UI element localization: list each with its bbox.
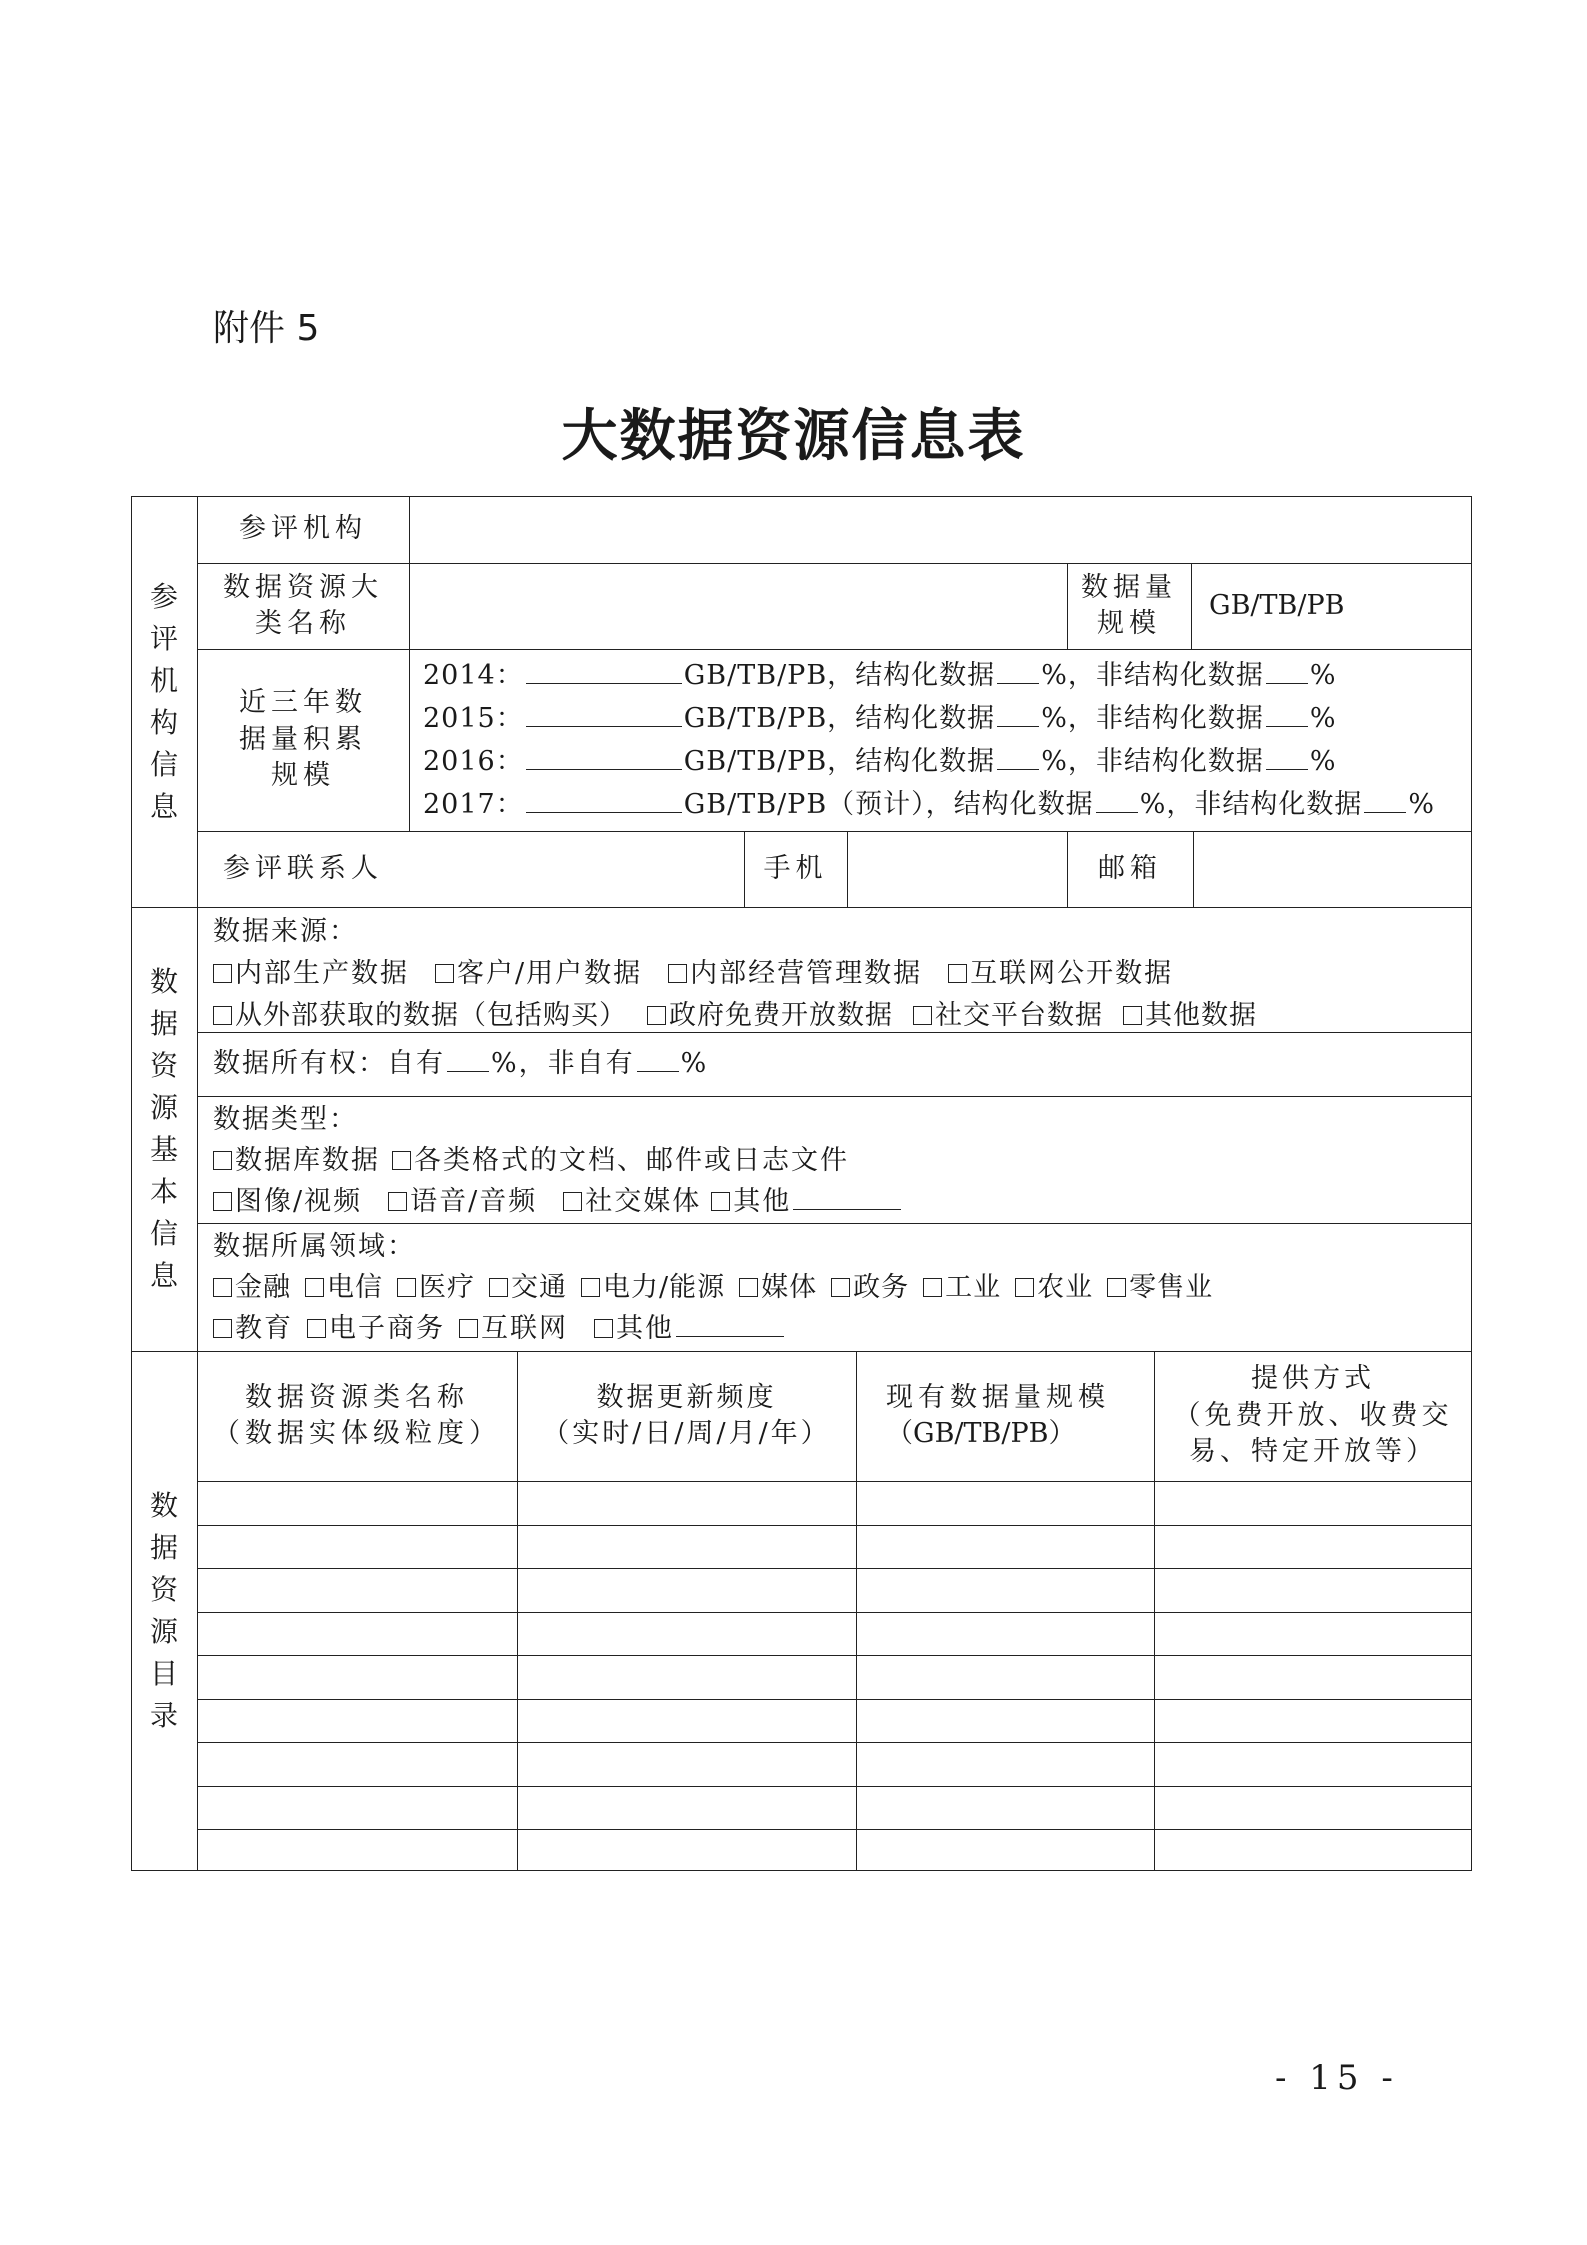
resource-info-table — [131, 496, 1472, 1871]
checkbox[interactable] — [948, 964, 967, 983]
structured-pct-blank[interactable] — [997, 743, 1039, 770]
org-label: 参评机构 — [239, 513, 367, 545]
org-field[interactable] — [409, 496, 1472, 563]
unstructured-pct-blank[interactable] — [1364, 786, 1406, 813]
owned-pct-blank[interactable] — [447, 1045, 489, 1072]
source-option-customer-user[interactable]: 客户/用户数据 — [435, 958, 642, 989]
source-options-row-1 — [213, 952, 1199, 995]
type-option-social-media[interactable]: 社交媒体 — [563, 1186, 701, 1217]
ownership-row: 数据所有权：自有 %，非自有 % — [213, 1042, 708, 1085]
row-divider — [197, 1096, 1472, 1097]
domain-option[interactable]: 互联网 — [459, 1313, 568, 1344]
source-title: 数据来源： — [213, 916, 358, 947]
checkbox[interactable] — [739, 1278, 758, 1297]
domain-options-row-1 — [213, 1266, 1213, 1309]
row-divider — [197, 1829, 1472, 1830]
section2-label: 数 据 资 源 基 本 信 息 — [149, 965, 178, 1292]
source-option-internal-management[interactable]: 内部经营管理数据 — [668, 958, 922, 989]
checkbox[interactable] — [388, 1192, 407, 1211]
type-option-audio[interactable]: 语音/音频 — [388, 1186, 537, 1217]
domain-options-row-2 — [213, 1307, 786, 1350]
checkbox[interactable] — [668, 964, 687, 983]
checkbox[interactable] — [392, 1151, 411, 1170]
checkbox[interactable] — [1107, 1278, 1126, 1297]
row-divider — [197, 1481, 1472, 1482]
source-option-social-platform[interactable]: 社交平台数据 — [913, 1000, 1103, 1031]
checkbox[interactable] — [1123, 1006, 1142, 1025]
checkbox[interactable] — [213, 1192, 232, 1211]
checkbox[interactable] — [913, 1006, 932, 1025]
domain-option[interactable]: 电信 — [305, 1272, 383, 1303]
catalog-header-volume: 现有数据量规模 （GB/TB/PB） — [886, 1381, 1110, 1449]
structured-pct-blank[interactable] — [997, 657, 1039, 684]
checkbox[interactable] — [459, 1319, 478, 1338]
type-option-other[interactable]: 其他 — [711, 1186, 903, 1217]
domain-option[interactable]: 政务 — [831, 1272, 909, 1303]
accumulation-label: 近三年数据量积累规模 — [239, 687, 367, 792]
source-option-external-purchase[interactable]: 从外部获取的数据（包括购买） — [213, 1000, 627, 1031]
type-options-row-2 — [213, 1180, 903, 1223]
type-other-blank[interactable] — [793, 1183, 901, 1210]
source-option-government-open[interactable]: 政府免费开放数据 — [647, 1000, 893, 1031]
checkbox[interactable] — [213, 964, 232, 983]
checkbox[interactable] — [307, 1319, 326, 1338]
contact-label: 参评联系人 — [223, 852, 383, 884]
checkbox[interactable] — [711, 1192, 730, 1211]
type-option-documents[interactable]: 各类格式的文档、邮件或日志文件 — [392, 1145, 849, 1176]
source-options-row-2 — [213, 994, 1257, 1037]
unstructured-pct-blank[interactable] — [1266, 700, 1308, 727]
unstructured-pct-blank[interactable] — [1266, 743, 1308, 770]
checkbox[interactable] — [594, 1319, 613, 1338]
checkbox[interactable] — [213, 1319, 232, 1338]
domain-other-blank[interactable] — [676, 1310, 784, 1337]
checkbox[interactable] — [563, 1192, 582, 1211]
row-divider — [197, 1525, 1472, 1526]
volume-blank[interactable] — [526, 700, 682, 727]
type-options-row-1 — [213, 1139, 849, 1182]
domain-option[interactable]: 农业 — [1015, 1272, 1093, 1303]
label-column-divider — [197, 496, 198, 1871]
domain-option[interactable]: 工业 — [923, 1272, 1001, 1303]
attachment-label: 附件 5 — [213, 308, 320, 349]
not-owned-pct-blank[interactable] — [637, 1045, 679, 1072]
resource-name-label: 数据资源大类名称 — [223, 571, 383, 639]
scale-label: 数据量规模 — [1081, 571, 1177, 639]
year-row-2015: 2015： GB/TB/PB，结构化数据 %，非结构化数据 % — [423, 697, 1337, 740]
form-title: 大数据资源信息表 — [561, 403, 1026, 469]
checkbox[interactable] — [213, 1006, 232, 1025]
catalog-header-provision: 提供方式 （免费开放、收费交易、特定开放等） — [1173, 1363, 1453, 1468]
domain-option[interactable]: 电力/能源 — [581, 1272, 725, 1303]
structured-pct-blank[interactable] — [1096, 786, 1138, 813]
checkbox[interactable] — [305, 1278, 324, 1297]
row-divider — [197, 1568, 1472, 1569]
volume-blank[interactable] — [526, 786, 682, 813]
phone-label: 手机 — [763, 852, 828, 884]
domain-option[interactable]: 金融 — [213, 1272, 291, 1303]
row-divider — [197, 1655, 1472, 1656]
email-label: 邮箱 — [1098, 852, 1162, 884]
checkbox[interactable] — [1015, 1278, 1034, 1297]
domain-title: 数据所属领域： — [213, 1231, 416, 1262]
source-option-other[interactable]: 其他数据 — [1123, 1000, 1257, 1031]
type-title: 数据类型： — [213, 1104, 358, 1135]
row-divider — [197, 1612, 1472, 1613]
checkbox[interactable] — [213, 1151, 232, 1170]
domain-option[interactable]: 其他 — [594, 1313, 786, 1344]
domain-option[interactable]: 医疗 — [397, 1272, 475, 1303]
section3-label: 数 据 资 源 目 录 — [149, 1489, 178, 1732]
row-divider — [197, 1786, 1472, 1787]
checkbox[interactable] — [397, 1278, 416, 1297]
volume-blank[interactable] — [526, 657, 682, 684]
s1-scale-left-divider — [1067, 563, 1068, 649]
source-option-internet-public[interactable]: 互联网公开数据 — [948, 958, 1173, 989]
year-row-2014: 2014： GB/TB/PB，结构化数据 %，非结构化数据 % — [423, 654, 1337, 697]
domain-option[interactable]: 媒体 — [739, 1272, 817, 1303]
checkbox[interactable] — [489, 1278, 508, 1297]
catalog-header-frequency: 数据更新频度 （实时/日/周/月/年） — [542, 1381, 831, 1449]
type-option-image-video[interactable]: 图像/视频 — [213, 1186, 362, 1217]
checkbox[interactable] — [581, 1278, 600, 1297]
domain-option[interactable]: 零售业 — [1107, 1272, 1213, 1303]
domain-option[interactable]: 交通 — [489, 1272, 567, 1303]
year-row-2016: 2016： GB/TB/PB，结构化数据 %，非结构化数据 % — [423, 740, 1337, 783]
row-divider — [197, 1742, 1472, 1743]
row-divider — [197, 649, 1472, 650]
unstructured-pct-blank[interactable] — [1266, 657, 1308, 684]
catalog-header-name: 数据资源类名称 （数据实体级粒度） — [213, 1381, 501, 1449]
resource-name-field[interactable] — [409, 563, 1067, 649]
checkbox[interactable] — [923, 1278, 942, 1297]
scale-unit-field[interactable]: GB/TB/PB — [1209, 589, 1345, 621]
type-option-database[interactable]: 数据库数据 — [213, 1145, 380, 1176]
domain-option[interactable]: 电子商务 — [307, 1313, 445, 1344]
email-field[interactable] — [1193, 831, 1472, 907]
checkbox[interactable] — [435, 964, 454, 983]
phone-field[interactable] — [847, 831, 1067, 907]
row-divider — [197, 1699, 1472, 1700]
source-option-internal-production[interactable]: 内部生产数据 — [213, 958, 409, 989]
page-number: - 15 - — [1275, 2058, 1399, 2098]
checkbox[interactable] — [831, 1278, 850, 1297]
structured-pct-blank[interactable] — [997, 700, 1039, 727]
domain-option[interactable]: 教育 — [213, 1313, 293, 1344]
section1-label: 参 评 机 构 信 息 — [149, 579, 178, 823]
year-row-2017: 2017： GB/TB/PB（预计），结构化数据 %，非结构化数据 % — [423, 783, 1435, 826]
checkbox[interactable] — [213, 1278, 232, 1297]
section-divider — [131, 907, 1472, 908]
contact-field[interactable] — [409, 831, 744, 907]
checkbox[interactable] — [647, 1006, 666, 1025]
volume-blank[interactable] — [526, 743, 682, 770]
row-divider — [197, 1223, 1472, 1224]
